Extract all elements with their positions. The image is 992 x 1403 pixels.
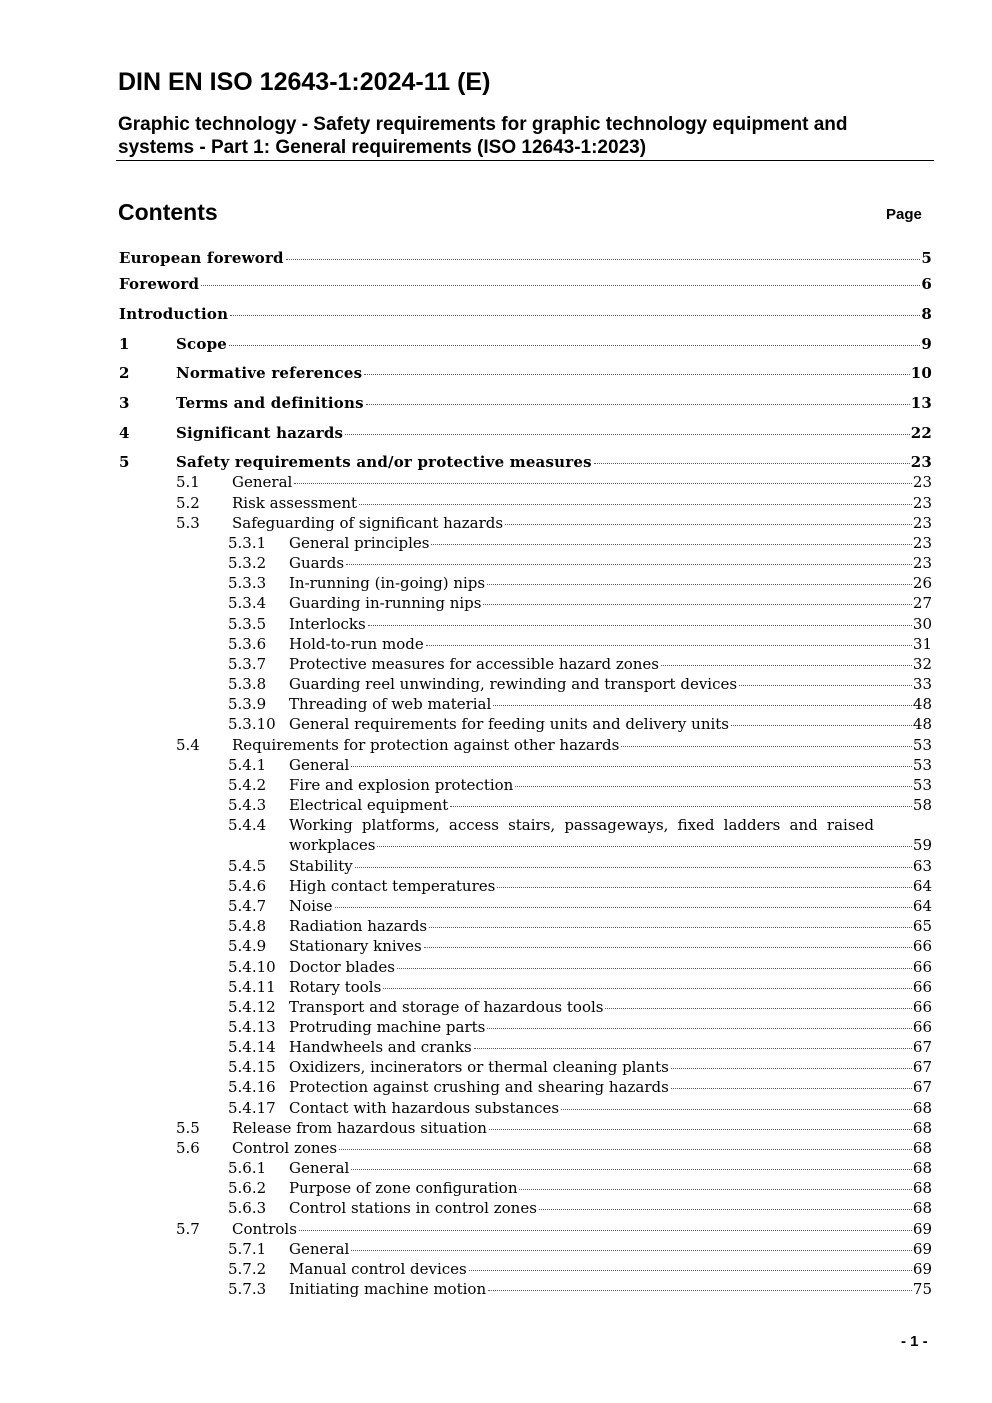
toc-entry[interactable]: [0, 775, 992, 795]
toc-entry-title: Threading of web material: [289, 695, 492, 713]
dot-leader: [229, 345, 920, 346]
toc-entry[interactable]: [0, 363, 992, 383]
dot-leader: [450, 806, 912, 807]
dot-leader: [431, 544, 911, 545]
dot-leader: [345, 434, 910, 435]
toc-entry-title: Control zones: [232, 1139, 338, 1157]
document-subtitle: Graphic technology - Safety requirements for graphic technology equipment and systems - Part 1: General requirements (ISO 12643-1:2023): [118, 114, 848, 158]
page-column-label: Page: [886, 206, 922, 223]
toc-entry-title: Guarding in-running nips: [289, 594, 482, 612]
dot-leader: [671, 1088, 912, 1089]
toc-entry[interactable]: [0, 654, 992, 674]
toc-entry-page: 23: [912, 534, 932, 552]
toc-entry-title: Stationary knives: [289, 937, 422, 955]
toc-entry-number: 5.3.4: [228, 594, 267, 612]
toc-entry[interactable]: [0, 1279, 992, 1299]
toc-entry-number: 3: [119, 394, 130, 412]
toc-entry-title: Radiation hazards: [289, 917, 428, 935]
dot-leader: [561, 1109, 912, 1110]
dot-leader: [605, 1008, 911, 1009]
toc-entry-title: Release from hazardous situation: [232, 1119, 487, 1137]
dot-leader: [671, 1068, 912, 1069]
toc-entry[interactable]: [0, 1138, 992, 1158]
toc-entry-page: 67: [912, 1058, 932, 1076]
toc-entry-title: Terms and definitions: [176, 394, 364, 412]
toc-entry-page: 75: [912, 1280, 932, 1298]
dot-leader: [397, 968, 912, 969]
dot-leader: [339, 1149, 912, 1150]
toc-entry[interactable]: [0, 1057, 992, 1077]
toc-entry-page: 23: [912, 473, 932, 491]
toc-entry-title: Protective measures for accessible hazard zones: [289, 655, 659, 673]
toc-entry[interactable]: [0, 1239, 992, 1259]
toc-entry-title: Fire and explosion protection: [289, 776, 514, 794]
toc-entry-number: 5.4.8: [228, 917, 267, 935]
toc-entry-number: 5.4.10: [228, 958, 276, 976]
dot-leader: [594, 463, 910, 464]
toc-entry-page: 53: [912, 736, 932, 754]
toc-entry[interactable]: [0, 1118, 992, 1138]
dot-leader: [493, 705, 912, 706]
dot-leader: [487, 584, 912, 585]
toc-entry[interactable]: [0, 573, 992, 593]
toc-entry-page: 31: [912, 635, 932, 653]
toc-entry[interactable]: [0, 916, 992, 936]
toc-entry[interactable]: [0, 1219, 992, 1239]
toc-entry-title: Rotary tools: [289, 978, 382, 996]
toc-entry[interactable]: [0, 472, 992, 492]
toc-entry-page: 23: [912, 514, 932, 532]
toc-entry-page: 9: [921, 335, 932, 353]
toc-entry-page: 48: [912, 715, 932, 733]
dot-leader: [368, 625, 912, 626]
toc-entry-title-line1: Working platforms, access stairs, passageways, fixed ladders and raised: [289, 816, 874, 834]
toc-entry-page: 23: [910, 453, 932, 471]
toc-entry-title: Contact with hazardous substances: [289, 1099, 560, 1117]
toc-entry-title: Purpose of zone configuration: [289, 1179, 518, 1197]
toc-entry[interactable]: [0, 393, 992, 413]
toc-entry-title: Significant hazards: [176, 424, 344, 442]
toc-entry[interactable]: [0, 614, 992, 634]
toc-entry[interactable]: [0, 1198, 992, 1218]
toc-entry-number: 5.7: [176, 1220, 200, 1238]
toc-entry-number: 5.4.4: [228, 816, 267, 834]
toc-entry[interactable]: [0, 553, 992, 573]
toc-entry-title: Requirements for protection against other hazards: [232, 736, 620, 754]
toc-entry-title: General: [232, 473, 293, 491]
toc-entry-title: Risk assessment: [232, 494, 358, 512]
toc-entry-title: Initiating machine motion: [289, 1280, 487, 1298]
toc-entry-number: 5.7.3: [228, 1280, 267, 1298]
toc-entry-title: General: [289, 756, 350, 774]
toc-entry-page: 68: [912, 1099, 932, 1117]
page-number: - 1 -: [901, 1333, 928, 1350]
toc-entry-page: 22: [910, 424, 932, 442]
dot-leader: [474, 1048, 912, 1049]
dot-leader: [488, 1290, 912, 1291]
toc-entry-title: Guards: [289, 554, 345, 572]
toc-entry[interactable]: [0, 795, 992, 815]
toc-entry-number: 5.3.6: [228, 635, 267, 653]
toc-entry[interactable]: [0, 997, 992, 1017]
toc-entry-number: 5.3.2: [228, 554, 267, 572]
toc-entry-title: Noise: [289, 897, 333, 915]
toc-entry[interactable]: [0, 735, 992, 755]
header-divider: [116, 160, 934, 161]
toc-entry-page: 66: [912, 937, 932, 955]
toc-entry-number: 5.4.14: [228, 1038, 276, 1056]
toc-entry-page: 5: [921, 249, 932, 267]
toc-entry[interactable]: [0, 493, 992, 513]
dot-leader: [351, 766, 912, 767]
toc-entry-page: 23: [912, 554, 932, 572]
toc-entry[interactable]: [0, 1098, 992, 1118]
toc-entry-title: Introduction: [119, 305, 229, 323]
document-title: DIN EN ISO 12643-1:2024-11 (E): [118, 68, 491, 96]
toc-entry-number: 5: [119, 453, 130, 471]
toc-entry-number: 5.1: [176, 473, 200, 491]
dot-leader: [621, 746, 912, 747]
dot-leader: [364, 374, 909, 375]
dot-leader: [294, 483, 912, 484]
toc-entry-page: 30: [912, 615, 932, 633]
toc-entry[interactable]: [0, 1077, 992, 1097]
dot-leader: [366, 404, 910, 405]
toc-entry-page: 68: [912, 1199, 932, 1217]
toc-entry-page: 67: [912, 1038, 932, 1056]
dot-leader: [497, 887, 912, 888]
toc-entry[interactable]: [0, 694, 992, 714]
toc-entry[interactable]: [0, 876, 992, 896]
toc-entry-title: General: [289, 1159, 350, 1177]
toc-entry-number: 5.3.8: [228, 675, 267, 693]
toc-entry-page: 26: [912, 574, 932, 592]
toc-entry-page: 66: [912, 978, 932, 996]
toc-entry-number: 5.4.11: [228, 978, 276, 996]
toc-entry-page: 69: [912, 1260, 932, 1278]
dot-leader: [426, 645, 912, 646]
toc-entry-title: Safety requirements and/or protective measures: [176, 453, 592, 471]
dot-leader: [377, 846, 911, 847]
toc-entry-number: 5.5: [176, 1119, 200, 1137]
toc-entry-page: 66: [912, 998, 932, 1016]
toc-entry[interactable]: [0, 304, 992, 324]
toc-entry-number: 5.4.1: [228, 756, 267, 774]
dot-leader: [519, 1189, 911, 1190]
toc-entry-number: 1: [119, 335, 130, 353]
toc-entry-number: 5.6.2: [228, 1179, 267, 1197]
dot-leader: [299, 1230, 912, 1231]
dot-leader: [424, 947, 912, 948]
toc-entry-number: 5.3.9: [228, 695, 267, 713]
toc-entry-page: 64: [912, 877, 932, 895]
toc-entry-title: Protection against crushing and shearing hazards: [289, 1078, 669, 1096]
toc-entry-page: 6: [921, 275, 932, 293]
toc-entry[interactable]: [0, 755, 992, 775]
toc-entry-title: Scope: [176, 335, 228, 353]
toc-entry[interactable]: [0, 1178, 992, 1198]
toc-entry-number: 5.4.12: [228, 998, 276, 1016]
toc-entry-page: 69: [912, 1220, 932, 1238]
toc-entry-number: 5.4.6: [228, 877, 267, 895]
toc-entry[interactable]: [0, 533, 992, 553]
toc-entry-number: 5.2: [176, 494, 200, 512]
dot-leader: [731, 725, 912, 726]
toc-entry-number: 5.7.2: [228, 1260, 267, 1278]
dot-leader: [489, 1129, 912, 1130]
toc-entry[interactable]: [0, 334, 992, 354]
dot-leader: [359, 504, 912, 505]
dot-leader: [351, 1250, 912, 1251]
toc-entry-page: 69: [912, 1240, 932, 1258]
toc-entry[interactable]: [0, 896, 992, 916]
toc-entry-page: 53: [912, 776, 932, 794]
toc-entry-title: Protruding machine parts: [289, 1018, 486, 1036]
toc-entry[interactable]: [0, 1037, 992, 1057]
toc-entry-page: 13: [910, 394, 932, 412]
toc-entry-page: 65: [912, 917, 932, 935]
dot-leader: [346, 564, 912, 565]
toc-entry-number: 4: [119, 424, 130, 442]
toc-entry-page: 68: [912, 1179, 932, 1197]
toc-entry[interactable]: [0, 248, 992, 268]
toc-entry-number: 5.4.9: [228, 937, 267, 955]
toc-entry-title: Controls: [232, 1220, 297, 1238]
toc-entry-title: Doctor blades: [289, 958, 395, 976]
dot-leader: [469, 1270, 912, 1271]
toc-entry-number: 5.4.13: [228, 1018, 276, 1036]
toc-entry[interactable]: [0, 593, 992, 613]
toc-entry[interactable]: [0, 1259, 992, 1279]
toc-entry[interactable]: [0, 957, 992, 977]
toc-entry[interactable]: [0, 977, 992, 997]
dot-leader: [539, 1209, 912, 1210]
toc-entry-title: European foreword: [119, 249, 284, 267]
dot-leader: [383, 988, 912, 989]
toc-entry-page: 53: [912, 756, 932, 774]
toc-entry-title: Normative references: [176, 364, 363, 382]
toc-entry-title: Hold-to-run mode: [289, 635, 424, 653]
toc-entry-number: 5.3.1: [228, 534, 267, 552]
toc-entry-title: Interlocks: [289, 615, 366, 633]
toc-entry-number: 5.6.3: [228, 1199, 267, 1217]
toc-entry-title: General: [289, 1240, 350, 1258]
toc-entry-number: 5.4.15: [228, 1058, 276, 1076]
toc-entry-page: 68: [912, 1119, 932, 1137]
toc-entry-page: 27: [912, 594, 932, 612]
toc-entry[interactable]: [0, 452, 992, 472]
toc-entry-page: 32: [912, 655, 932, 673]
toc-entry-number: 5.3.3: [228, 574, 267, 592]
toc-entry-title: Oxidizers, incinerators or thermal cleaning plants: [289, 1058, 669, 1076]
toc-entry[interactable]: [0, 634, 992, 654]
dot-leader: [505, 524, 912, 525]
toc-entry[interactable]: [0, 815, 992, 855]
toc-entry-page: 33: [912, 675, 932, 693]
dot-leader: [487, 1028, 912, 1029]
toc-entry-number: 5.7.1: [228, 1240, 267, 1258]
toc-entry-page: 64: [912, 897, 932, 915]
toc-entry-number: 5.4.5: [228, 857, 267, 875]
toc-entry-number: 5.3.7: [228, 655, 267, 673]
toc-entry-title: Stability: [289, 857, 353, 875]
dot-leader: [515, 786, 912, 787]
toc-entry-page: 66: [912, 1018, 932, 1036]
toc-entry[interactable]: [0, 1158, 992, 1178]
toc-entry-page: 63: [912, 857, 932, 875]
toc-entry-page: 66: [912, 958, 932, 976]
toc-entry-title: General requirements for feeding units and delivery units: [289, 715, 730, 733]
toc-entry-title: Handwheels and cranks: [289, 1038, 472, 1056]
dot-leader: [739, 685, 912, 686]
dot-leader: [201, 285, 920, 286]
toc-entry-number: 5.4.17: [228, 1099, 276, 1117]
toc-entry-number: 5.4.7: [228, 897, 267, 915]
toc-entry-title: High contact temperatures: [289, 877, 496, 895]
dot-leader: [429, 927, 912, 928]
toc-entry-title: Control stations in control zones: [289, 1199, 537, 1217]
toc-entry-number: 5.3.5: [228, 615, 267, 633]
toc-entry-number: 5.6.1: [228, 1159, 267, 1177]
toc-entry-title: Guarding reel unwinding, rewinding and transport devices: [289, 675, 738, 693]
toc-entry[interactable]: [0, 936, 992, 956]
toc-entry[interactable]: [0, 274, 992, 294]
toc-entry-title: Transport and storage of hazardous tools: [289, 998, 604, 1016]
toc-entry[interactable]: [0, 1017, 992, 1037]
toc-entry-title: General principles: [289, 534, 430, 552]
toc-entry[interactable]: [0, 674, 992, 694]
toc-entry-number: 2: [119, 364, 130, 382]
toc-entry[interactable]: [0, 856, 992, 876]
toc-entry-number: 5.3: [176, 514, 200, 532]
toc-entry-page: 68: [912, 1139, 932, 1157]
toc-entry-page: 48: [912, 695, 932, 713]
toc-entry-page: 58: [912, 796, 932, 814]
toc-entry-page: 68: [912, 1159, 932, 1177]
contents-heading: Contents: [118, 199, 218, 225]
toc-entry-number: 5.4.16: [228, 1078, 276, 1096]
toc-entry-title: Electrical equipment: [289, 796, 449, 814]
toc-entry-number: 5.6: [176, 1139, 200, 1157]
dot-leader: [483, 604, 911, 605]
toc-entry-title: Safeguarding of significant hazards: [232, 514, 504, 532]
toc-entry-number: 5.3.10: [228, 715, 276, 733]
dot-leader: [351, 1169, 912, 1170]
toc-entry[interactable]: [0, 714, 992, 734]
toc-entry-title: Manual control devices: [289, 1260, 467, 1278]
toc-entry-title: Foreword: [119, 275, 200, 293]
dot-leader: [661, 665, 912, 666]
toc-entry-title: In-running (in-going) nips: [289, 574, 486, 592]
toc-entry[interactable]: [0, 513, 992, 533]
toc-entry-page: 10: [910, 364, 932, 382]
toc-entry-page: 23: [912, 494, 932, 512]
dot-leader: [335, 907, 912, 908]
toc-entry-title: workplaces: [289, 836, 376, 854]
toc-entry-number: 5.4.2: [228, 776, 267, 794]
dot-leader: [355, 867, 912, 868]
toc-entry-page: 59: [912, 836, 932, 854]
dot-leader: [286, 259, 921, 260]
toc-entry-page: 67: [912, 1078, 932, 1096]
toc-entry-number: 5.4: [176, 736, 200, 754]
toc-entry-number: 5.4.3: [228, 796, 267, 814]
dot-leader: [230, 315, 920, 316]
toc-entry[interactable]: [0, 423, 992, 443]
toc-entry-page: 8: [921, 305, 932, 323]
